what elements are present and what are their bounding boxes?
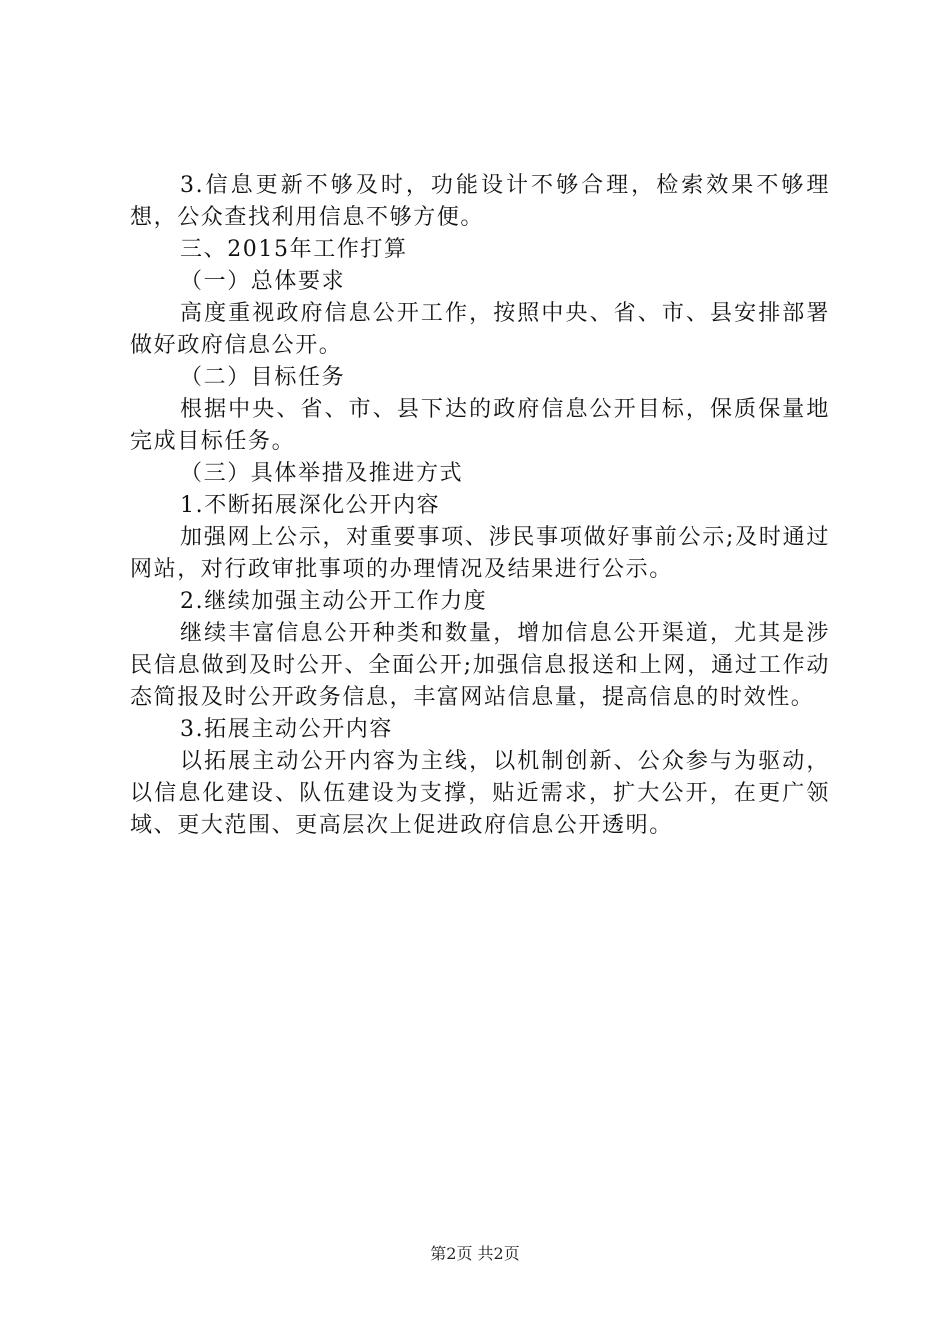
item-heading-3: 3.拓展主动公开内容: [180, 717, 393, 742]
paragraph-item-1: 加强网上公示，对重要事项、涉民事项做好事前公示;及时通过网站，对行政审批事项的办理情况及结果进行公示。: [130, 525, 830, 582]
paragraph-item-3: 以拓展主动公开内容为主线，以机制创新、公众参与为驱动，以信息化建设、队伍建设为支撑，贴近需求，扩大公开，在更广领域、更大范围、更高层次上促进政府信息公开透明。: [130, 749, 830, 838]
item-heading-1: 1.不断拓展深化公开内容: [180, 493, 441, 518]
subheading-target-tasks: （二）目标任务: [180, 365, 346, 390]
item-heading-2: 2.继续加强主动公开工作力度: [180, 589, 488, 614]
section-heading-2015-plan: 三、2015年工作打算: [180, 237, 408, 262]
paragraph-target-tasks: 根据中央、省、市、县下达的政府信息公开目标，保质保量地完成目标任务。: [130, 397, 830, 454]
subheading-specific-measures: （三）具体举措及推进方式: [180, 461, 464, 486]
paragraph-item-2: 继续丰富信息公开种类和数量，增加信息公开渠道，尤其是涉民信息做到及时公开、全面公开;加强信息报送和上网，通过工作动态简报及时公开政务信息，丰富网站信息量，提高信息的时效性。: [130, 621, 830, 710]
document-body: [130, 170, 830, 842]
paragraph-overall-requirements: 高度重视政府信息公开工作，按照中央、省、市、县安排部署做好政府信息公开。: [130, 301, 830, 358]
subheading-overall-requirements: （一）总体要求: [180, 269, 346, 294]
page-number-footer: 第2页 共2页: [430, 1244, 520, 1263]
paragraph-issue-3: 3.信息更新不够及时，功能设计不够合理，检索效果不够理想，公众查找利用信息不够方便。: [130, 173, 830, 230]
